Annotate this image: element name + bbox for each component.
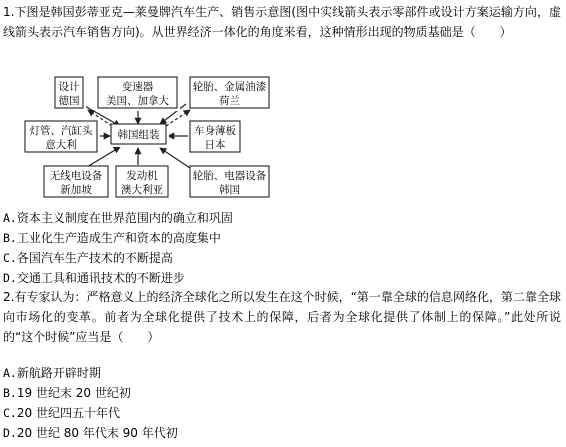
node-lamps-cylinder-italy [25, 121, 100, 155]
svg-text:韩国: 韩国 [219, 184, 240, 196]
svg-text:设计: 设计 [58, 81, 80, 93]
node-tires-paint-netherlands [190, 77, 272, 111]
svg-text:澳大利亚: 澳大利亚 [121, 184, 163, 196]
node-transmission-usa-canada [98, 77, 180, 111]
node-center [111, 124, 169, 147]
svg-text:荷兰: 荷兰 [219, 95, 240, 107]
option-1a[interactable]: A.资本主义制度在世界范围内的确立和巩固 [3, 211, 233, 225]
svg-text:灯管、汽缸头: 灯管、汽缸头 [29, 125, 93, 137]
svg-text:轮胎、电器设备: 轮胎、电器设备 [192, 170, 267, 182]
option-2b[interactable]: B.19 世纪末 20 世纪初 [3, 386, 131, 400]
svg-text:日本: 日本 [204, 139, 226, 151]
sales-arrow-right [166, 110, 190, 126]
option-1b[interactable]: B.工业化生产造成生产和资本的高度集中 [3, 231, 221, 245]
svg-text:发动机: 发动机 [126, 170, 158, 182]
node-tires-electrical-korea [190, 166, 272, 200]
question-2-stem: 2.有专家认为：严格意义上的经济全球化之所以发生在这个时候，“第一靠全球的信息网络化，第二靠全球向市场化的变革。前者为全球化提供了技术上的保障，后者为全球化提供了体制上的保障。”此处所说的“这个时候”应当是（ ） [3, 290, 561, 344]
option-1c[interactable]: C.各国汽车生产技术的不断提高 [3, 251, 173, 265]
svg-text:无线电设备: 无线电设备 [49, 170, 103, 182]
svg-text:轮胎、金属油漆: 轮胎、金属油漆 [192, 81, 267, 93]
option-2d[interactable]: D.20 世纪 80 年代末 90 年代初 [3, 426, 178, 440]
svg-text:变速器: 变速器 [121, 81, 154, 93]
node-body-panel-japan [190, 121, 243, 155]
option-2c[interactable]: C.20 世纪四五十年代 [3, 406, 120, 420]
center-label: 韩国组装 [117, 129, 160, 141]
node-radio-singapore [44, 166, 111, 200]
svg-text:美国、加拿大: 美国、加拿大 [106, 95, 169, 107]
svg-text:新加坡: 新加坡 [60, 184, 92, 196]
svg-text:意大利: 意大利 [45, 139, 77, 151]
svg-text:车身薄板: 车身薄板 [194, 125, 236, 137]
question-1-stem: 1.下图是韩国彭蒂亚克—莱曼牌汽车生产、销售示意图(图中实线箭头表示零部件或设计方案运输方向，虚线箭头表示汽车销售方向)。从世界经济一体化的角度来看，这种情形出现的物质基础是（ ） [3, 5, 561, 39]
svg-text:德国: 德国 [58, 95, 80, 107]
option-1d[interactable]: D.交通工具和通讯技术的不断进步 [3, 271, 185, 285]
node-engine-australia [116, 166, 171, 200]
node-design-germany [55, 77, 86, 111]
arrow-korea-parts [160, 148, 190, 168]
option-2a[interactable]: A.新航路开辟时期 [3, 366, 101, 380]
